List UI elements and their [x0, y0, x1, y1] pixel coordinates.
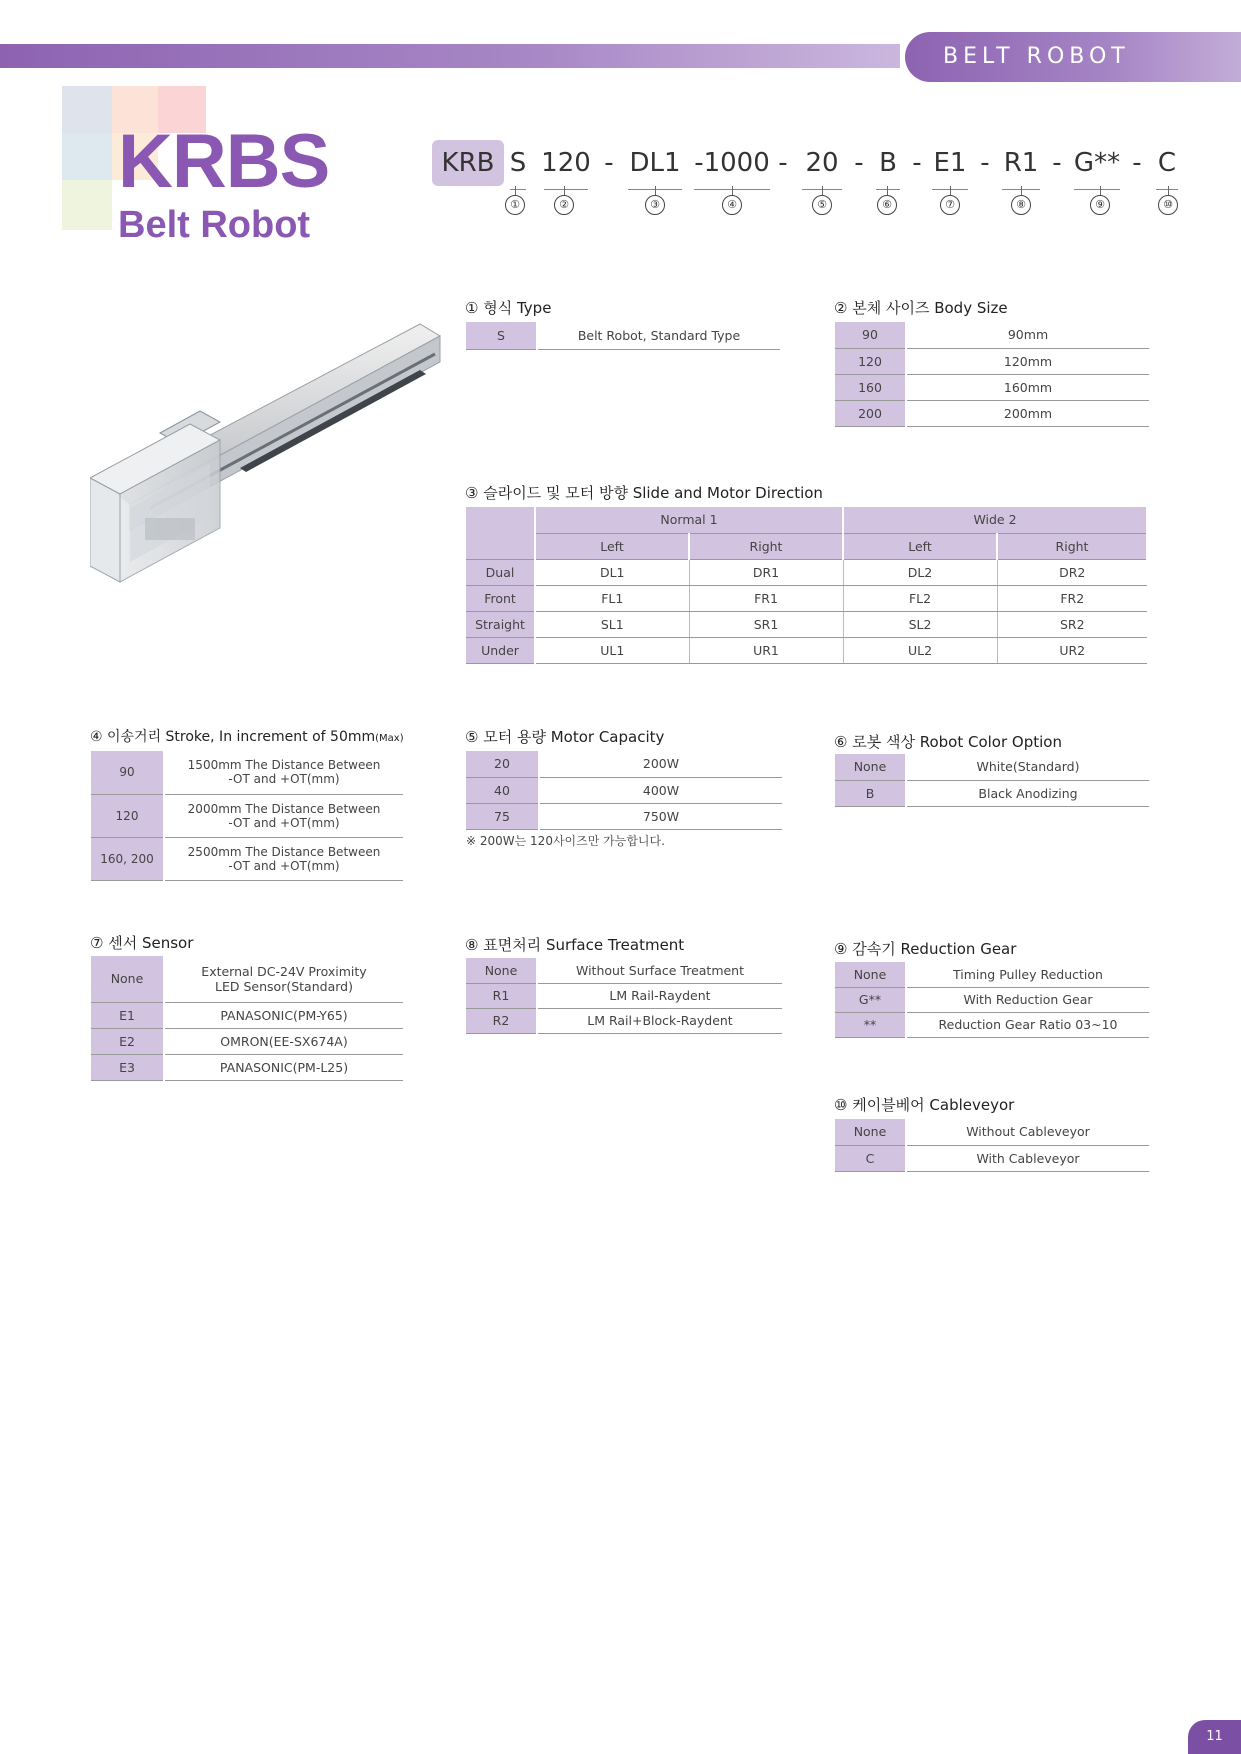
table-row: 160 160mm [835, 374, 1149, 400]
table-row: 120 120mm [835, 348, 1149, 374]
code-segment: C [1150, 140, 1184, 186]
table-row: None White(Standard) [835, 754, 1149, 780]
table-row: 200 200mm [835, 400, 1149, 426]
code-tick [1100, 186, 1101, 195]
table-header-row: Left Right Left Right [466, 533, 1147, 559]
page-number: 11 [1188, 1720, 1241, 1754]
direction-title: ③ 슬라이드 및 모터 방향 Slide and Motor Direction [465, 484, 823, 502]
table-row: None Without Cableveyor [835, 1119, 1149, 1145]
table-row: 90 90mm [835, 322, 1149, 348]
code-segment: 120 [538, 140, 594, 186]
code-separator: - [854, 148, 864, 178]
code-segment: KRB [432, 140, 504, 186]
code-tick [515, 186, 516, 195]
motor-title: ⑤ 모터 용량 Motor Capacity [465, 728, 665, 746]
code-segment: 20 [796, 140, 848, 186]
stroke-table [91, 751, 403, 881]
body-size-table [835, 322, 1149, 427]
code-marker: ⑦ [940, 195, 960, 215]
code-separator: - [778, 148, 788, 178]
cable-title: ⑩ 케이블베어 Cableveyor [834, 1096, 1015, 1114]
code-marker: ① [505, 195, 525, 215]
code-tick [822, 186, 823, 195]
table-row: B Black Anodizing [835, 780, 1149, 806]
motor-table [466, 751, 782, 830]
gear-title: ⑨ 감속기 Reduction Gear [834, 940, 1017, 958]
code-separator: - [1132, 148, 1142, 178]
code-separator: - [1052, 148, 1062, 178]
code-segment: S [504, 140, 532, 186]
gear-table [835, 962, 1149, 1038]
table-row: Straight SL1 SR1 SL2 SR2 [466, 611, 1147, 637]
color-title: ⑥ 로봇 색상 Robot Color Option [834, 733, 1062, 751]
logo-tile [62, 180, 112, 230]
code-tick [1168, 186, 1169, 195]
code-tick [564, 186, 565, 195]
table-row: E2 OMRON(EE-SX674A) [91, 1028, 403, 1054]
table-row: R1 LM Rail-Raydent [466, 983, 782, 1008]
type-code: S [466, 322, 537, 349]
belt-robot-illustration [90, 318, 450, 638]
product-logo-subtitle: Belt Robot [118, 204, 311, 246]
logo-tile [62, 86, 112, 133]
table-row: 160, 200 2500mm The Distance Between -OT and +OT(mm) [91, 837, 403, 880]
code-segment: DL1 [622, 140, 688, 186]
table-row: 90 1500mm The Distance Between -OT and +OT(mm) [91, 751, 403, 794]
group-header-normal: Normal 1 [535, 507, 843, 533]
stroke-title: ④ 이송거리 Stroke, In increment of 50mm(Max) [90, 729, 404, 745]
code-marker: ⑤ [812, 195, 832, 215]
code-separator: - [912, 148, 922, 178]
table-row: None Without Surface Treatment [466, 958, 782, 983]
code-segment: R1 [996, 140, 1046, 186]
table-row: ** Reduction Gear Ratio 03~10 [835, 1012, 1149, 1037]
table-row: None External DC-24V Proximity LED Sensor(Standard) [91, 956, 403, 1002]
code-marker: ⑩ [1158, 195, 1178, 215]
motor-note: ※ 200W는 120사이즈만 가능합니다. [466, 834, 665, 848]
surface-title: ⑧ 표면처리 Surface Treatment [465, 936, 685, 954]
color-table [835, 754, 1149, 807]
table-row: 120 2000mm The Distance Between -OT and +OT(mm) [91, 794, 403, 837]
code-marker: ⑨ [1090, 195, 1110, 215]
table-header-row [466, 507, 1147, 533]
table-row: None Timing Pulley Reduction [835, 962, 1149, 987]
code-separator: - [604, 148, 614, 178]
table-row: E3 PANASONIC(PM-L25) [91, 1054, 403, 1080]
code-segment: E1 [926, 140, 974, 186]
code-tick [1021, 186, 1022, 195]
code-marker: ⑧ [1011, 195, 1031, 215]
table-row: 20 200W [466, 751, 782, 777]
code-marker: ④ [722, 195, 742, 215]
code-tick [887, 186, 888, 195]
body-size-title: ② 본체 사이즈 Body Size [834, 299, 1008, 317]
code-tick [655, 186, 656, 195]
product-logo-title: KRBS [118, 119, 330, 204]
table-row: 75 750W [466, 803, 782, 829]
direction-table [466, 507, 1148, 664]
logo-tile [62, 133, 112, 180]
code-marker: ③ [645, 195, 665, 215]
table-row: Dual DL1 DR1 DL2 DR2 [466, 559, 1147, 585]
table-row: R2 LM Rail+Block-Raydent [466, 1008, 782, 1033]
type-title: ① 형식 Type [465, 299, 552, 317]
code-segment: B [870, 140, 906, 186]
code-separator: - [980, 148, 990, 178]
group-header-wide: Wide 2 [843, 507, 1147, 533]
code-tick [950, 186, 951, 195]
table-row: 40 400W [466, 777, 782, 803]
surface-table [466, 958, 782, 1034]
header-band [0, 44, 900, 68]
sensor-table [91, 956, 403, 1081]
table-row: C With Cableveyor [835, 1145, 1149, 1171]
table-row [466, 322, 780, 349]
type-desc: Belt Robot, Standard Type [537, 322, 780, 349]
table-row: E1 PANASONIC(PM-Y65) [91, 1002, 403, 1028]
sensor-title: ⑦ 센서 Sensor [90, 934, 194, 952]
code-marker: ② [554, 195, 574, 215]
code-segment: -1000 [688, 140, 776, 186]
table-row: Under UL1 UR1 UL2 UR2 [466, 637, 1147, 663]
table-row: Front FL1 FR1 FL2 FR2 [466, 585, 1147, 611]
cable-table [835, 1119, 1149, 1172]
code-tick [732, 186, 733, 195]
code-segment: G** [1068, 140, 1126, 186]
section-tab: BELT ROBOT [905, 32, 1241, 82]
type-table [466, 322, 780, 350]
table-row: G** With Reduction Gear [835, 987, 1149, 1012]
code-marker: ⑥ [877, 195, 897, 215]
